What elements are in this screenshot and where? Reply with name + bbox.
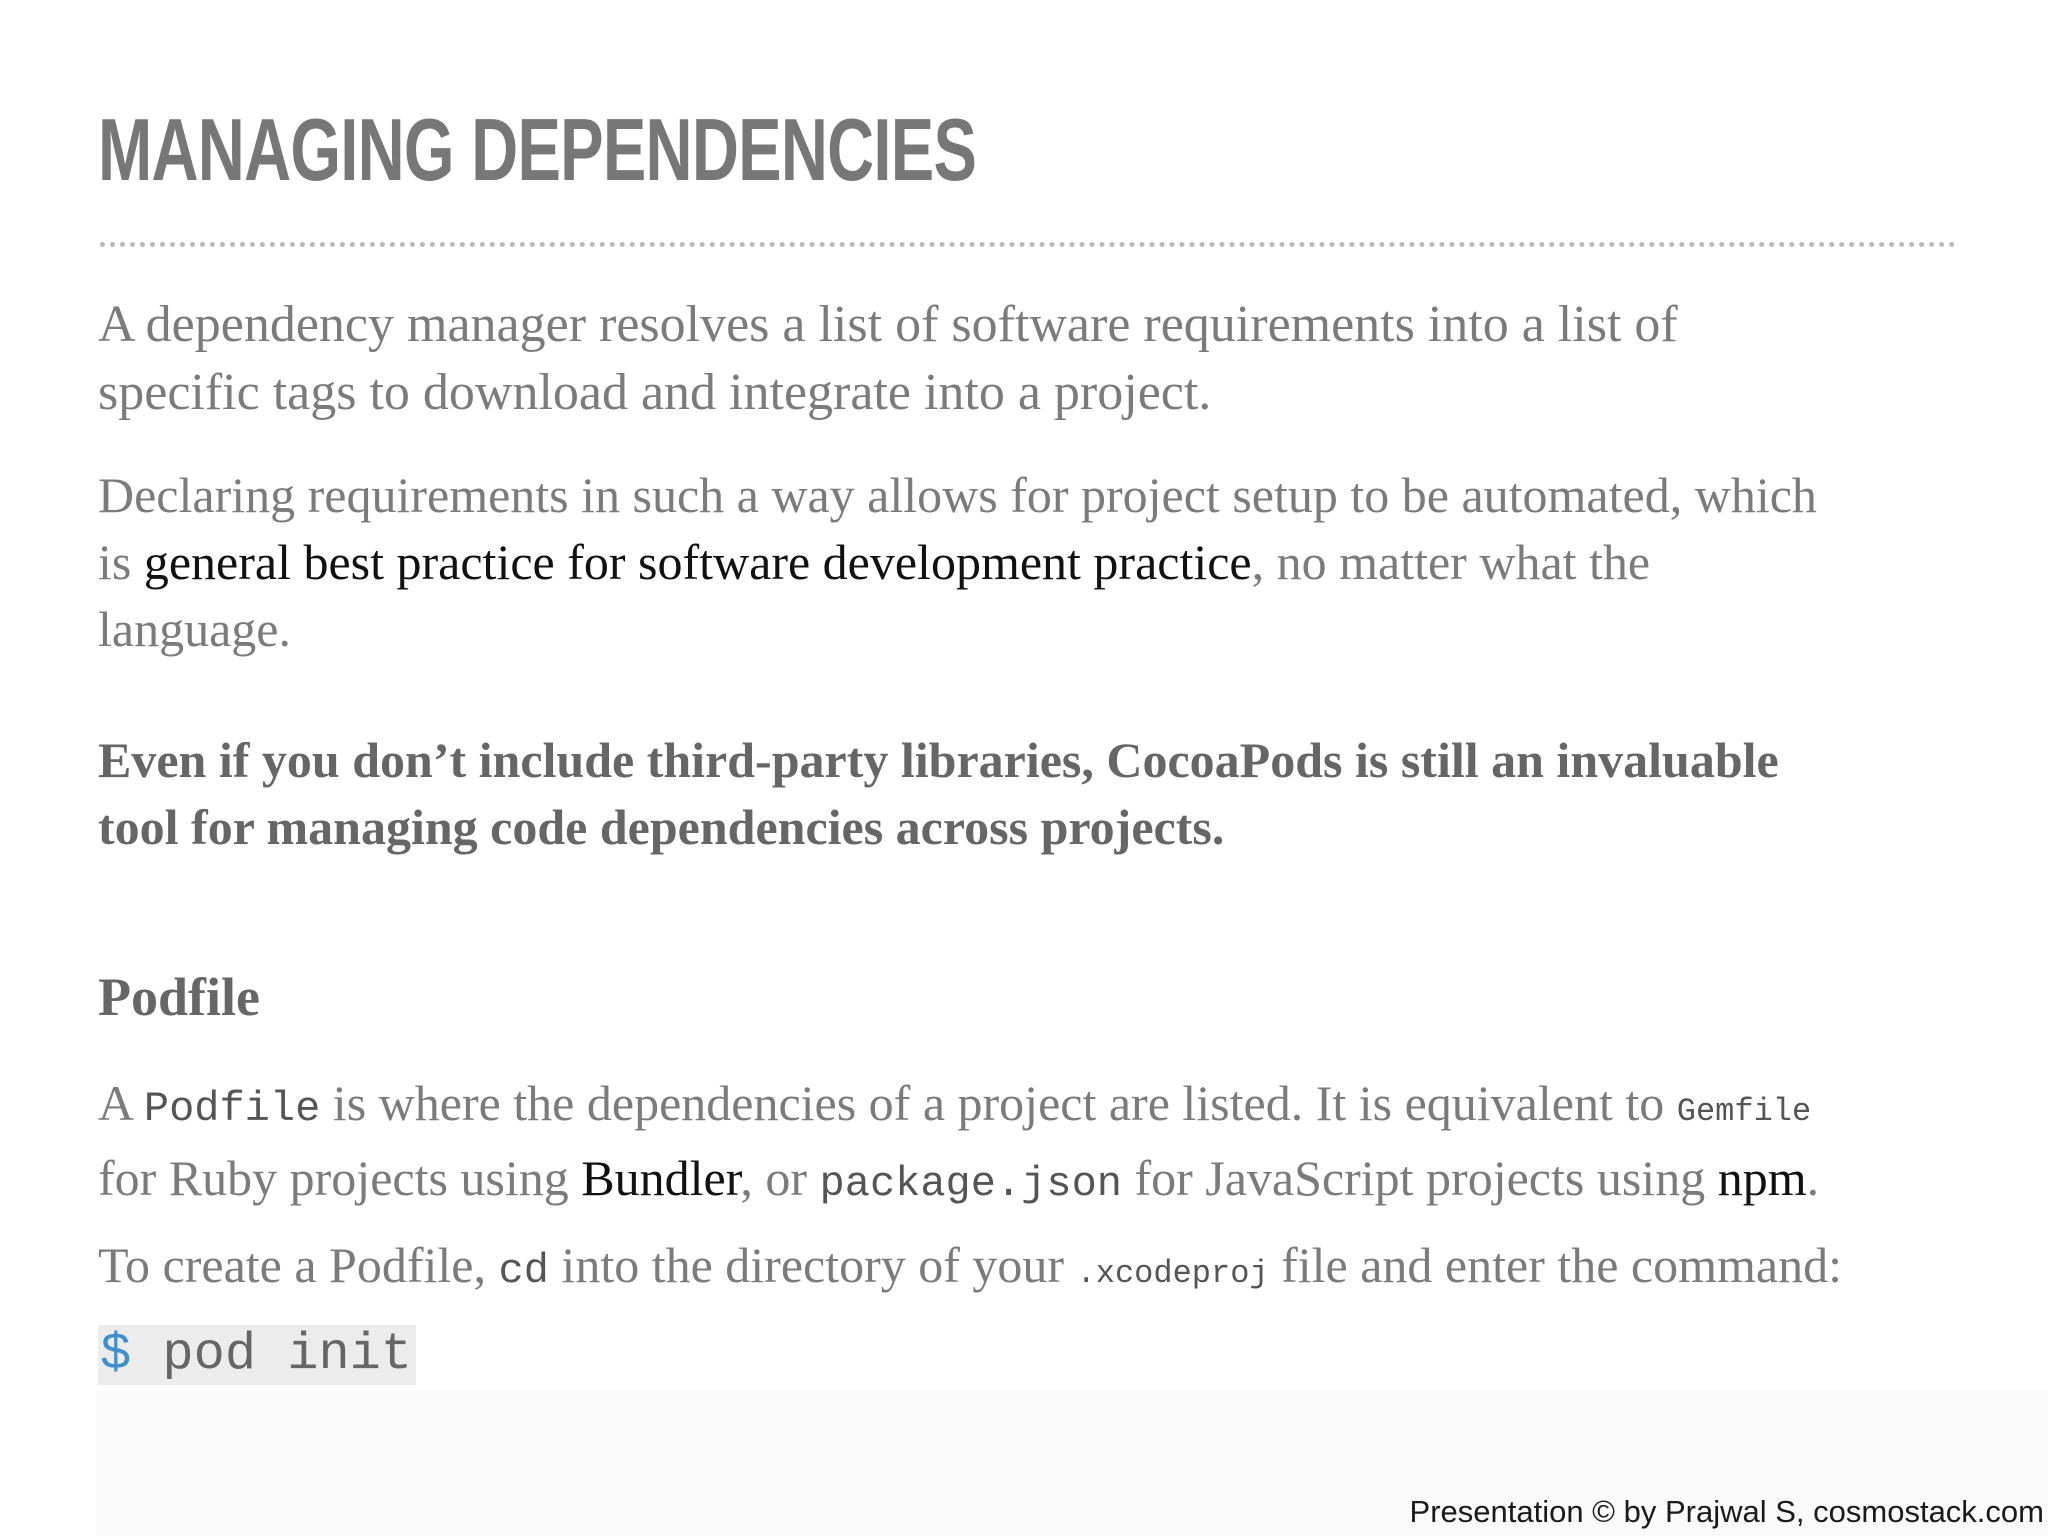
create-text-2: into the directory of your xyxy=(548,1237,1077,1293)
podfile-text-5: for JavaScript projects using xyxy=(1121,1150,1718,1206)
emphasis-line-2: tool for managing code dependencies across projects. xyxy=(98,799,1225,855)
intro-line-1: A dependency manager resolves a list of software requirements into a list of xyxy=(98,296,1678,353)
slide-title: MANAGING DEPENDENCIES xyxy=(98,100,977,199)
create-text-3: file and enter the command: xyxy=(1268,1237,1842,1293)
cd-code: cd xyxy=(498,1247,549,1295)
intro-paragraph xyxy=(98,291,1978,427)
presentation-credit: Presentation © by Prajwal S, cosmostack.com xyxy=(1409,1494,2044,1529)
create-text-1: To create a Podfile, xyxy=(98,1237,499,1293)
dotted-divider xyxy=(100,242,1956,247)
pod-init-command xyxy=(98,1325,416,1385)
emphasis-line-1: Even if you don’t include third-party libraries, CocoaPods is still an invaluable xyxy=(98,732,1779,788)
declaring-text-before: Declaring requirements in such a way allows for project setup to be automated, which xyxy=(98,467,1817,523)
best-practice-link[interactable]: general best practice for software development practice xyxy=(143,534,1252,590)
podfile-text-6: . xyxy=(1806,1150,1820,1206)
podfile-text-1: A xyxy=(98,1075,144,1131)
gemfile-code: Gemfile xyxy=(1676,1093,1812,1130)
shell-prompt: $ xyxy=(100,1325,132,1384)
podfile-heading: Podfile xyxy=(98,967,260,1027)
podfile-paragraph xyxy=(98,1070,1978,1218)
xcodeproj-code: .xcodeproj xyxy=(1076,1255,1269,1292)
package-json-code: package.json xyxy=(819,1160,1122,1208)
create-podfile-paragraph xyxy=(98,1232,1978,1307)
bundler-link[interactable]: Bundler xyxy=(581,1150,741,1206)
npm-link[interactable]: npm xyxy=(1717,1150,1807,1206)
declaring-paragraph xyxy=(98,462,1978,663)
command-text: pod init xyxy=(131,1325,413,1384)
declaring-text-is: is xyxy=(98,534,144,590)
podfile-code: Podfile xyxy=(143,1085,321,1133)
declaring-text-after: , no matter what the xyxy=(1251,534,1651,590)
podfile-text-4: , or xyxy=(740,1150,820,1206)
podfile-text-3: for Ruby projects using xyxy=(98,1150,582,1206)
intro-line-2: specific tags to download and integrate into a project. xyxy=(98,364,1212,421)
cocoapods-emphasis xyxy=(98,727,1978,861)
declaring-text-language: language. xyxy=(98,601,291,657)
podfile-text-2: is where the dependencies of a project are listed. It is equivalent to xyxy=(320,1075,1677,1131)
